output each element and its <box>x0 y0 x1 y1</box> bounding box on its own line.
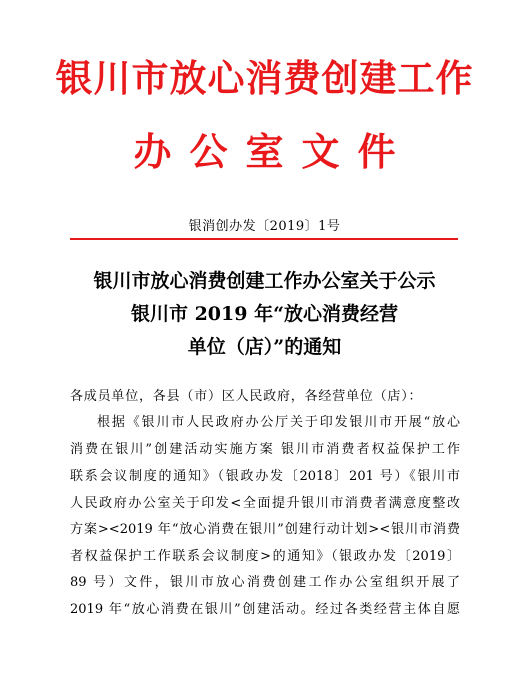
document-number: 银消创办发〔2019〕1号 <box>188 219 341 234</box>
body-line: 89 号）文件，银川市放心消费创建工作办公室组织开展了 <box>70 575 460 590</box>
body-line: 方案><2019 年“放心消费在银川”创建行动计划><银川市消费 <box>70 522 460 537</box>
body-line: 2019 年“放心消费在银川”创建活动。经过各类经营主体自愿 <box>70 602 460 617</box>
body-line: 根据《银川市人民政府办公厅关于印发银川市开展“放心 <box>97 415 460 430</box>
red-divider-line <box>70 238 458 240</box>
body-line: 联系会议制度的通知》（银政办发〔2018〕201 号）《银川市 <box>70 469 460 484</box>
document-title-line3: 单位（店）”的通知 <box>187 336 342 358</box>
body-line: 消费在银川”创建活动实施方案 银川市消费者权益保护工作 <box>70 442 460 457</box>
document-title-line2: 银川市 2019 年“放心消费经营 <box>130 303 399 325</box>
body-line: 人民政府办公室关于印发<全面提升银川市消费者满意度整改 <box>70 496 460 511</box>
salutation: 各成员单位，各县（市）区人民政府，各经营单位（店）： <box>70 389 423 404</box>
body-line: 者权益保护工作联系会议制度>的通知》（银政办发〔2019〕 <box>70 549 460 564</box>
issuing-office-header-line1: 银川市放心消费创建工作 <box>55 57 474 100</box>
document-title-line1: 银川市放心消费创建工作办公室关于公示 <box>93 270 436 292</box>
issuing-office-header-line2: 办公室文件 <box>133 130 414 174</box>
